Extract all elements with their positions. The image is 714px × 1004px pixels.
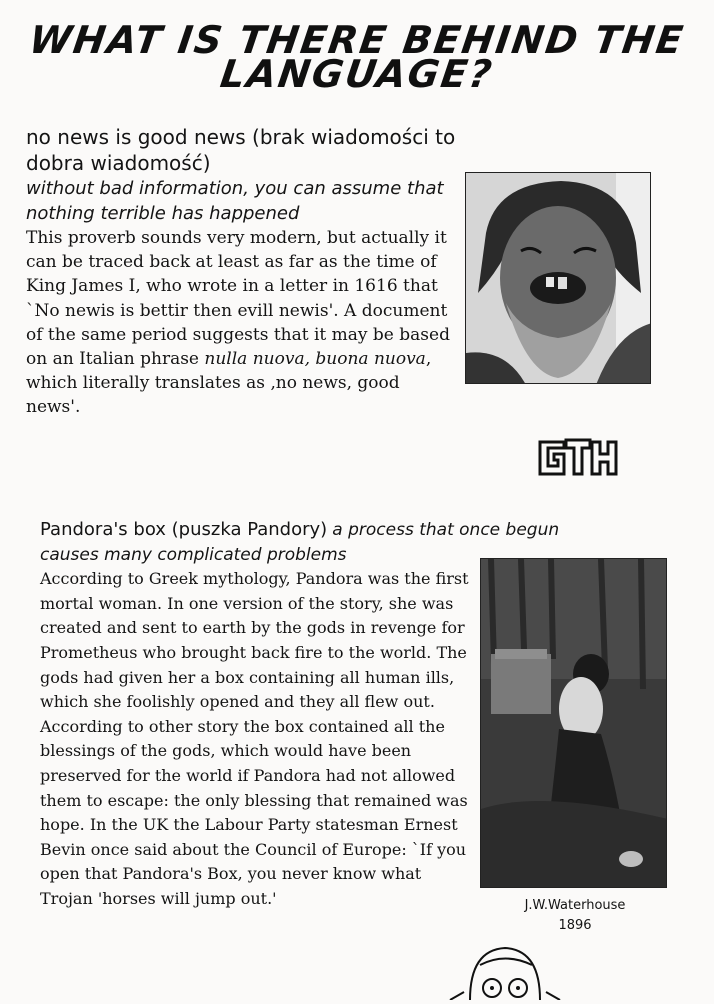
painting-caption [480,896,670,936]
proverb-section-no-news [26,124,456,420]
pandora-body: According to Greek mythology, Pandora was the first mortal woman. In one version of the story, she was created and sent to earth by the gods in revenge for Prometheus who brought back fire to the world. The gods had given her a box containing all human ills, which she foolishly opened and they all flew out. According to other story the box contained all the blessings of the gods, which would have been preserved for the world if Pandora had not allowed them to escape: the only blessing that remained was hope. In the UK the Labour Party statesman Ernest Bevin once said about the Council of Europe: `If you open that Pandora's Box, you never know what Trojan 'horses will jump out.' [40,569,469,908]
cartoon-face-icon [440,940,570,1000]
proverb-body [26,226,456,420]
page-title-line-1: WHAT IS THERE BEHIND THE [26,18,688,62]
pandora-painting-drawing [481,559,667,888]
italian-phrase: nulla nuova, buona nuova [204,349,426,370]
pandora-painting [480,558,667,888]
laughing-man-photo-drawing [466,173,651,384]
proverb-definition: without bad information, you can assume that nothing terrible has happened [26,178,444,224]
page-title-line-2: LANGUAGE? [217,52,497,96]
proverb-body-text: This proverb sounds very modern, but actually it can be traced back at least as far as the time of King James I, who wrote in a letter in 1616 that `No newis is bettir then evill newis'. A document of the same period suggests that it may be based on an Italian phrase [26,228,450,370]
laughing-man-photo [465,172,651,384]
proverb-section-pandoras-box [40,517,560,912]
proverb-heading: no news is good news (brak wiadomości to dobra wiadomość) [26,125,456,175]
gth-logo [538,436,618,478]
cartoon-face-drawing [440,940,570,1000]
painting-year: 1896 [558,918,592,933]
pandora-definition: a process that once begun causes many complicated problems [40,520,560,565]
painting-artist: J.W.Waterhouse [524,898,626,913]
proverb-body-text-end: , which literally translates as ‚no news, good news'. [26,349,432,418]
pandora-heading: Pandora's box (puszka Pandory) [40,519,328,540]
gth-logo-mark [538,436,618,478]
